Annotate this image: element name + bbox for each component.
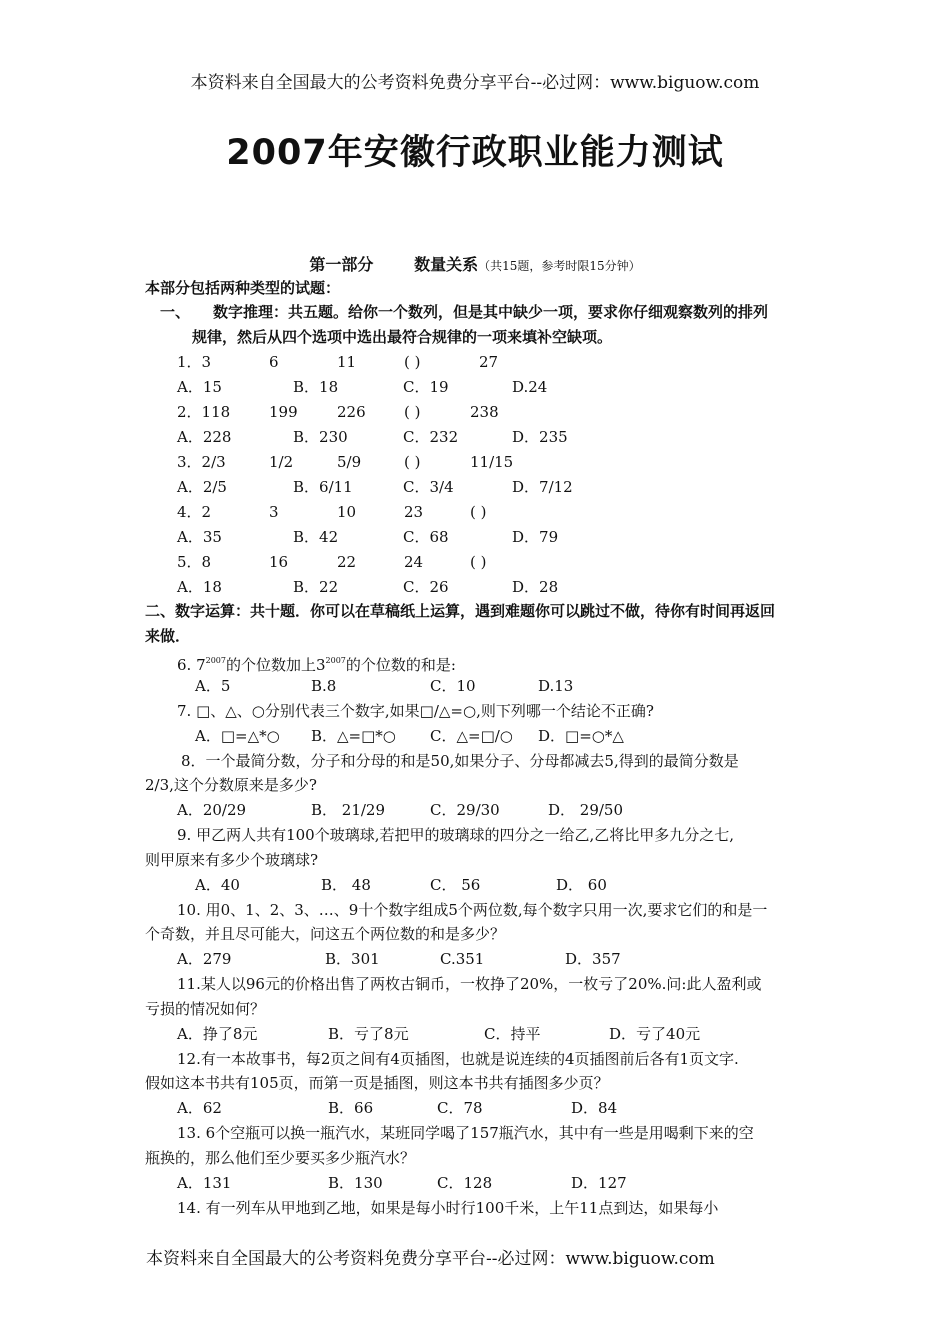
seq-term: 11/15 (470, 453, 514, 471)
option: C．78 (437, 1099, 483, 1117)
seq-term: 4．2 (177, 503, 212, 521)
option: C．19 (403, 378, 449, 396)
option: D．28 (512, 578, 559, 596)
seq-term: 2．118 (177, 403, 231, 421)
question-14-line1: 14. 有一列车从甲地到乙地，如果是每小时行100千米，上午11点到达，如果每小 (177, 1199, 719, 1217)
question-9-line2: 则甲原来有多少个玻璃球? (145, 851, 319, 869)
option: A．挣了8元 (177, 1025, 258, 1043)
option: C．持平 (484, 1025, 541, 1043)
intro-text: 本部分包括两种类型的试题： (145, 279, 341, 297)
option: A．35 (177, 528, 222, 546)
option: D．亏了40元 (609, 1025, 701, 1043)
section1-line1: 数字推理：共五题。给你一个数列，但是其中缺少一项，要求你仔细观察数列的排列 (213, 303, 769, 321)
option: D．357 (565, 950, 621, 968)
option: D.13 (538, 677, 574, 695)
option: A．15 (177, 378, 222, 396)
option: C． 56 (430, 876, 481, 894)
option: B． 48 (321, 876, 371, 894)
option: D．7/12 (512, 478, 573, 496)
option: B．230 (293, 428, 348, 446)
option: B.8 (311, 677, 337, 695)
option: B．△=□*○ (311, 727, 396, 745)
seq-term: 10 (337, 503, 357, 521)
option: C．△=□/○ (430, 727, 513, 745)
option: D．79 (512, 528, 559, 546)
option: C．26 (403, 578, 449, 596)
seq-term: 22 (337, 553, 357, 571)
question-11-line1: 11.某人以96元的价格出售了两枚古铜币，一枚挣了20%，一枚亏了20%.问:此人盈利或 (177, 975, 762, 993)
option: C．128 (437, 1174, 493, 1192)
seq-term: 1．3 (177, 353, 212, 371)
seq-term: 199 (269, 403, 298, 421)
seq-term: 23 (404, 503, 424, 521)
option: C．68 (403, 528, 449, 546)
section2-line2: 来做． (145, 627, 191, 645)
option: B． 21/29 (311, 801, 386, 819)
question-13-line1: 13. 6个空瓶可以换一瓶汽水，某班同学喝了157瓶汽水，其中有一些是用喝剩下来的空 (177, 1124, 754, 1142)
option: C．3/4 (403, 478, 454, 496)
option: A．2/5 (177, 478, 227, 496)
option: D． 29/50 (548, 801, 624, 819)
question-11-line2: 亏损的情况如何？ (145, 1000, 266, 1018)
option: A．279 (177, 950, 232, 968)
page-footer: 本资料来自全国最大的公考资料免费分享平台--必过网：www.biguow.com (146, 1249, 715, 1269)
seq-term: 6 (269, 353, 279, 371)
option: B．6/11 (293, 478, 353, 496)
question-6: 6. $7^{2007}$的个位数加上$3^{2007}$的个位数的和是: (177, 656, 456, 674)
seq-term: 27 (479, 353, 499, 371)
seq-term: ( ) (404, 453, 421, 471)
option: C.351 (440, 950, 485, 968)
part-name: 数量关系 (414, 255, 479, 274)
option: B．130 (328, 1174, 383, 1192)
option: B．22 (293, 578, 339, 596)
seq-term: 238 (470, 403, 499, 421)
option: D．127 (571, 1174, 627, 1192)
option: C．10 (430, 677, 476, 695)
option: A．□=△*○ (195, 727, 280, 745)
option: A．62 (177, 1099, 222, 1117)
seq-term: 16 (269, 553, 289, 571)
seq-term: ( ) (470, 503, 487, 521)
part-note: （共15题，参考时限15分钟） (478, 259, 641, 273)
question-8-line2: 2/3,这个分数原来是多少? (145, 776, 317, 794)
question-10-line2: 个奇数，并且尽可能大，问这五个两位数的和是多少？ (145, 925, 506, 943)
option: A．18 (177, 578, 222, 596)
seq-term: 24 (404, 553, 424, 571)
page-title: 2007年安徽行政职业能力测试 (226, 133, 724, 173)
section1-number: 一、 (160, 303, 191, 321)
seq-term: ( ) (404, 353, 421, 371)
option: A．5 (195, 677, 231, 695)
question-12-line1: 12.有一本故事书，每2页之间有4页插图，也就是说连续的4页插图前后各有1页文字. (177, 1050, 739, 1068)
seq-term: 5．8 (177, 553, 212, 571)
section2-line1: 二、数字运算：共十题．你可以在草稿纸上运算，遇到难题你可以跳过不做，待你有时间再返回 (145, 602, 776, 620)
question-12-line2: 假如这本书共有105页，而第一页是插图，则这本书共有插图多少页？ (145, 1074, 609, 1092)
option: B．301 (325, 950, 380, 968)
option: D．□=○*△ (538, 727, 624, 745)
seq-term: 11 (337, 353, 357, 371)
seq-term: 3．2/3 (177, 453, 226, 471)
option: D．84 (571, 1099, 618, 1117)
question-13-line2: 瓶换的，那么他们至少要买多少瓶汽水？ (145, 1149, 416, 1167)
seq-term: 3 (269, 503, 279, 521)
question-10-line1: 10. 用0、1、2、3、…、9十个数字组成5个两位数,每个数字只用一次,要求它们的和是一 (177, 901, 768, 919)
part-heading (0, 252, 950, 275)
option: D.24 (512, 378, 548, 396)
seq-term: 226 (337, 403, 366, 421)
option: B．亏了8元 (328, 1025, 409, 1043)
option: D． 60 (556, 876, 607, 894)
seq-term: 1/2 (269, 453, 294, 471)
seq-term: ( ) (470, 553, 487, 571)
question-8-line1: 8．一个最简分数，分子和分母的和是50,如果分子、分母都减去5,得到的最简分数是 (181, 752, 739, 770)
option: A．40 (195, 876, 240, 894)
option: B．66 (328, 1099, 374, 1117)
part-label: 第一部分 (309, 255, 374, 274)
question-9-line1: 9. 甲乙两人共有100个玻璃球,若把甲的玻璃球的四分之一给乙,乙将比甲多九分之七, (177, 826, 735, 844)
option: A．20/29 (177, 801, 247, 819)
option: B．42 (293, 528, 339, 546)
seq-term: ( ) (404, 403, 421, 421)
option: B．18 (293, 378, 339, 396)
question-7: 7. □、△、○分别代表三个数字,如果□/△=○,则下列哪一个结论不正确? (177, 702, 654, 720)
option: A．228 (177, 428, 232, 446)
section1-line2: 规律，然后从四个选项中选出最符合规律的一项来填补空缺项。 (192, 328, 613, 346)
option: A．131 (177, 1174, 232, 1192)
option: D．235 (512, 428, 568, 446)
page-header: 本资料来自全国最大的公考资料免费分享平台--必过网：www.biguow.com (190, 73, 760, 93)
seq-term: 5/9 (337, 453, 362, 471)
option: C．29/30 (430, 801, 500, 819)
option: C．232 (403, 428, 459, 446)
